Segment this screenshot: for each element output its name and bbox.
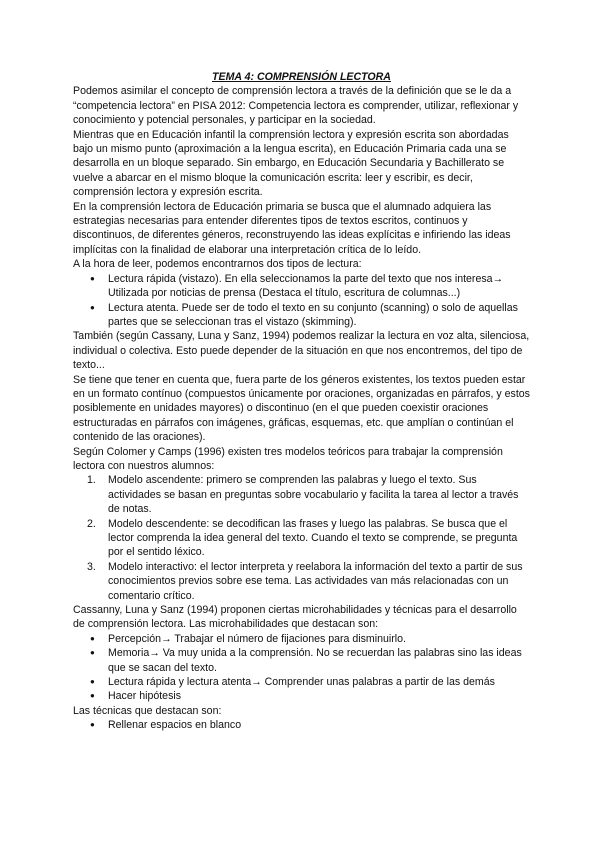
list-item: ● Hacer hipótesis [73,689,530,703]
list-item: ● Lectura rápida (vistazo). En ella seleccionamos la parte del texto que nos interesa→ Utilizada por noticias de prensa (Destaca el título, escritura de columnas...) [73,272,530,301]
list-item: ● Lectura atenta. Puede ser de todo el texto en su conjunto (scanning) o solo de aquellas partes que se seleccionan tras el vistazo (skimming). [73,301,530,330]
reading-types-list [73,272,530,330]
microskills-list [73,632,530,704]
paragraph-models-intro: Según Colomer y Camps (1996) existen tres modelos teóricos para trabajar la comprensión lectora con nuestros alumnos: [73,445,503,472]
paragraph-pisa-definition: Podemos asimilar el concepto de comprensión lectora a través de la definición que se le da a “competencia lectora” en PISA 2012: Competencia lectora es comprender, utilizar, reflexionar y conocimiento y potencial personales, y participar en la sociedad. [73,85,519,127]
list-item-text: Modelo descendente: se decodifican las frases y luego las palabras. Se busca que el lector comprenda la idea general del texto. Cuando el texto se comprende, se pregunta por el sentido léxico. [108,517,518,559]
list-number: 2. [87,517,96,530]
paragraph-techniques-intro: Las técnicas que destacan son: [73,704,222,717]
list-item: ● Memoria→ Va muy unida a la comprensión. No se recuerdan las palabras sino las ideas que se sacan del texto. [73,646,530,675]
list-item: ● Rellenar espacios en blanco [73,718,530,732]
paragraph-reading-types-intro: A la hora de leer, podemos encontrarnos dos tipos de lectura: [73,258,362,271]
paragraph-microskills-intro: Cassanny, Luna y Sanz (1994) proponen ciertas microhabilidades y técnicas para el desarrollo de comprensión lectora. Las microhabilidades que destacan son: [73,604,517,631]
list-number: 3. [87,560,96,573]
paragraph-primary-comprehension: En la comprensión lectora de Educación primaria se busca que el alumnado adquiera las estrategias necesarias para entender diferentes tipos de textos escritos, continuos y discontinuos, de diferentes géneros, reconstruyendo las ideas explícitas e infiriendo las ideas implícitas con la finalidad de elaborar una interpretación crítica de lo leído. [73,200,511,256]
list-item [73,473,530,516]
models-list [73,473,530,603]
page-title: TEMA 4: COMPRENSIÓN LECTORA [212,71,391,83]
list-item [73,517,530,560]
paragraph-education-stages: Mientras que en Educación infantil la comprensión lectora y expresión escrita son abordadas bajo un mismo punto (aproximación a la lengua escrita), en Educación Primaria cada una se desarrolla en un bloque separado. Sin embargo, en Educación Secundaria y Bachillerato se vuelve a abarcar en el mismo bloque la comunicación escrita: leer y escribir, es decir, comprensión lectora y expresión escrita. [73,128,509,199]
list-item [73,560,530,603]
list-item: ● Lectura rápida y lectura atenta→ Comprender unas palabras a partir de las demás [73,675,530,689]
paragraph-reading-modes: También (según Cassany, Luna y Sanz, 1994) podemos realizar la lectura en voz alta, silenciosa, individual o colectiva. Esto puede depender de la situación en que nos encontremos, del tipo de texto... [73,330,530,372]
list-item-text: Modelo interactivo: el lector interpreta y reelabora la información del texto a partir de sus conocimientos previos sobre ese tema. Las actividades van más relacionadas con un comentario crítico. [108,560,523,602]
techniques-list [73,718,530,732]
list-number: 1. [87,474,96,487]
list-item-text: Modelo ascendente: primero se comprenden las palabras y luego el texto. Sus actividades se basan en preguntas sobre vocabulario y facilita la tarea al lector a través de notas. [108,474,519,516]
paragraph-text-formats: Se tiene que tener en cuenta que, fuera parte de los géneros existentes, los textos pueden estar en un formato contínuo (compuestos únicamente por oraciones, organizadas en párrafos, y estos posiblemente en unidades mayores) o discontinuo (en el que pueden coexistir oraciones estructuradas en párrafos con imágenes, gráficas, esquemas, etc. que amplían o continúan el contenido de las oraciones). [73,373,530,444]
list-item: ● Percepción→ Trabajar el número de fijaciones para disminuirlo. [73,632,530,646]
